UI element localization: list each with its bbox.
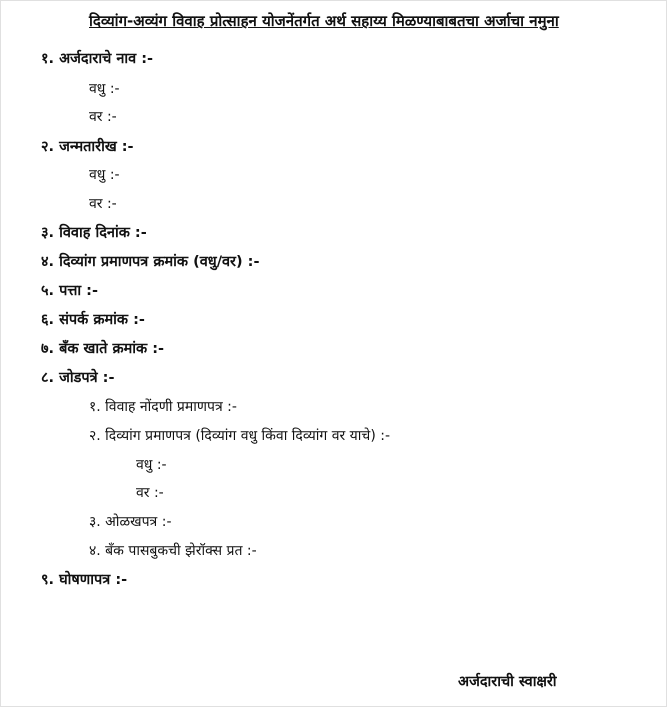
attachments-heading: ८. जोडपत्रे :- [41, 370, 115, 386]
attachment-disability-cert: २. दिव्यांग प्रमाणपत्र (दिव्यांग वधु किंवा दिव्यांग वर याचे) :- [89, 428, 390, 444]
applicant-name-heading: १. अर्जदाराचे नाव :- [41, 51, 154, 67]
disability-cert-number-heading: ४. दिव्यांग प्रमाणपत्र क्रमांक (वधु/वर) :- [41, 254, 260, 270]
attachment-marriage-cert: १. विवाह नोंदणी प्रमाणपत्र :- [89, 399, 237, 415]
attachment-groom-label: वर :- [136, 485, 164, 501]
form-title: दिव्यांग-अव्यंग विवाह प्रोत्साहन योजनेंतर्गत अर्थ सहाय्य मिळण्याबाबतचा अर्जाचा नमुना [89, 12, 559, 30]
attachment-id-card: ३. ओळखपत्र :- [89, 514, 172, 530]
contact-number-heading: ६. संपर्क क्रमांक :- [41, 312, 145, 328]
applicant-bride-label: वधु :- [89, 81, 120, 97]
declaration-heading: ९. घोषणापत्र :- [41, 572, 128, 588]
dob-bride-label: वधु :- [89, 167, 120, 183]
attachment-passbook-copy: ४. बँक पासबुकची झेरॉक्स प्रत :- [89, 543, 257, 559]
applicant-signature-label: अर्जदाराची स्वाक्षरी [458, 674, 557, 690]
address-heading: ५. पत्ता :- [41, 283, 98, 299]
applicant-groom-label: वर :- [89, 109, 117, 125]
marriage-date-heading: ३. विवाह दिनांक :- [41, 225, 147, 241]
bank-account-heading: ७. बँक खाते क्रमांक :- [41, 341, 165, 357]
dob-groom-label: वर :- [89, 196, 117, 212]
attachment-bride-label: वधु :- [136, 457, 167, 473]
dob-heading: २. जन्मतारीख :- [41, 139, 134, 155]
